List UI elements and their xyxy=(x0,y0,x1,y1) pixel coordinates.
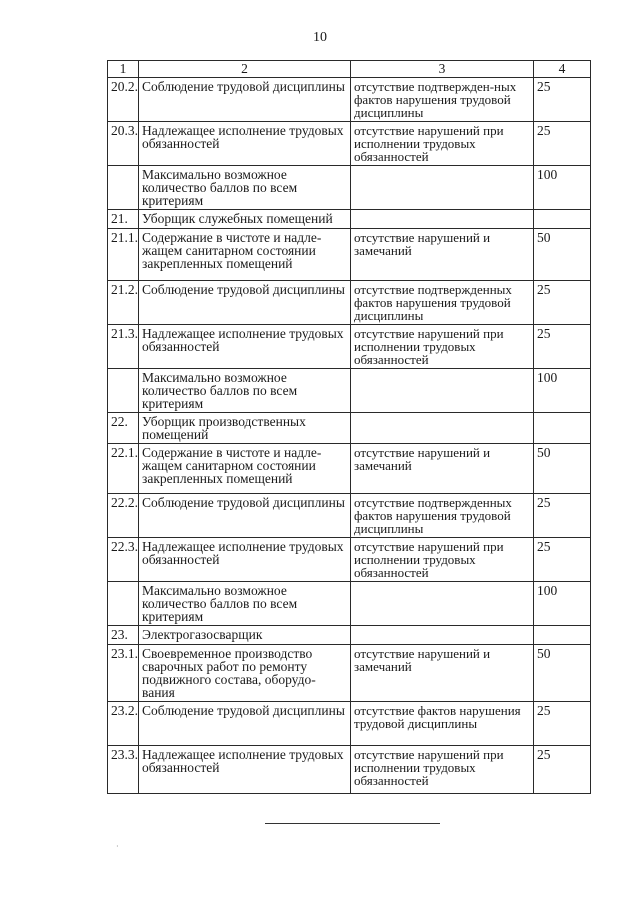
row-number-cell xyxy=(108,582,139,626)
row-number-cell: 21.2. xyxy=(108,281,139,325)
row-name-cell: Соблюдение трудовой дисциплины xyxy=(139,702,351,746)
row-name-cell: Содержание в чистоте и надле-жащем санитарном состоянии закрепленных помещений xyxy=(139,444,351,494)
row-name-cell: Максимально возможное количество баллов по всем критериям xyxy=(139,166,351,210)
row-points-cell: 50 xyxy=(534,645,591,702)
table-row xyxy=(108,229,591,281)
row-criterion-cell: отсутствие подтвержденных фактов нарушения трудовой дисциплины xyxy=(351,281,534,325)
table-row xyxy=(108,325,591,369)
row-criterion-cell xyxy=(351,166,534,210)
row-points-cell: 25 xyxy=(534,494,591,538)
row-number-cell: 21.1. xyxy=(108,229,139,281)
row-number-cell: 22. xyxy=(108,413,139,444)
row-points-cell xyxy=(534,210,591,229)
scan-speck: · xyxy=(116,842,119,851)
row-number-cell: 23. xyxy=(108,626,139,645)
row-points-cell: 25 xyxy=(534,122,591,166)
row-name-cell: Уборщик производственных помещений xyxy=(139,413,351,444)
row-points-cell: 25 xyxy=(534,281,591,325)
table-row xyxy=(108,210,591,229)
row-name-cell: Максимально возможное количество баллов по всем критериям xyxy=(139,369,351,413)
row-criterion-cell xyxy=(351,413,534,444)
column-header: 4 xyxy=(534,61,591,78)
table-row xyxy=(108,78,591,122)
table-header-row xyxy=(108,61,591,78)
row-criterion-cell xyxy=(351,626,534,645)
criteria-table xyxy=(107,60,591,794)
table-row xyxy=(108,166,591,210)
row-number-cell: 21. xyxy=(108,210,139,229)
row-number-cell: 23.3. xyxy=(108,746,139,794)
row-points-cell: 25 xyxy=(534,746,591,794)
row-points-cell: 25 xyxy=(534,538,591,582)
row-points-cell: 50 xyxy=(534,229,591,281)
row-criterion-cell: отсутствие нарушений при исполнении трудовых обязанностей xyxy=(351,122,534,166)
row-number-cell: 22.1. xyxy=(108,444,139,494)
row-criterion-cell xyxy=(351,582,534,626)
row-name-cell: Надлежащее исполнение трудовых обязанностей xyxy=(139,746,351,794)
table-row xyxy=(108,444,591,494)
table-row xyxy=(108,626,591,645)
row-criterion-cell xyxy=(351,369,534,413)
row-number-cell xyxy=(108,369,139,413)
row-name-cell: Соблюдение трудовой дисциплины xyxy=(139,494,351,538)
row-name-cell: Максимально возможное количество баллов по всем критериям xyxy=(139,582,351,626)
row-name-cell: Надлежащее исполнение трудовых обязанностей xyxy=(139,325,351,369)
row-points-cell: 100 xyxy=(534,369,591,413)
row-points-cell: 50 xyxy=(534,444,591,494)
row-number-cell xyxy=(108,166,139,210)
page-number: 10 xyxy=(313,30,327,45)
table-row xyxy=(108,702,591,746)
row-points-cell: 25 xyxy=(534,325,591,369)
row-number-cell: 23.2. xyxy=(108,702,139,746)
column-header: 1 xyxy=(108,61,139,78)
row-points-cell: 25 xyxy=(534,78,591,122)
table-row xyxy=(108,494,591,538)
row-points-cell xyxy=(534,413,591,444)
end-divider xyxy=(265,823,440,824)
table-row xyxy=(108,122,591,166)
row-criterion-cell: отсутствие нарушений и замечаний xyxy=(351,444,534,494)
row-criterion-cell: отсутствие нарушений при исполнении трудовых обязанностей xyxy=(351,538,534,582)
row-points-cell: 100 xyxy=(534,166,591,210)
column-header: 2 xyxy=(139,61,351,78)
row-number-cell: 21.3. xyxy=(108,325,139,369)
row-number-cell: 23.1. xyxy=(108,645,139,702)
row-points-cell: 25 xyxy=(534,702,591,746)
row-name-cell: Надлежащее исполнение трудовых обязанностей xyxy=(139,538,351,582)
row-name-cell: Соблюдение трудовой дисциплины xyxy=(139,281,351,325)
table-row xyxy=(108,746,591,794)
table-row xyxy=(108,538,591,582)
row-name-cell: Уборщик служебных помещений xyxy=(139,210,351,229)
row-number-cell: 20.3. xyxy=(108,122,139,166)
row-points-cell: 100 xyxy=(534,582,591,626)
table-row xyxy=(108,281,591,325)
row-points-cell xyxy=(534,626,591,645)
row-number-cell: 22.3. xyxy=(108,538,139,582)
row-criterion-cell: отсутствие нарушений и замечаний xyxy=(351,645,534,702)
row-name-cell: Своевременное производство сварочных работ по ремонту подвижного состава, оборудо-вания xyxy=(139,645,351,702)
row-number-cell: 20.2. xyxy=(108,78,139,122)
table-row xyxy=(108,582,591,626)
row-criterion-cell: отсутствие фактов нарушения трудовой дисциплины xyxy=(351,702,534,746)
row-criterion-cell: отсутствие нарушений при исполнении трудовых обязанностей xyxy=(351,746,534,794)
table-row xyxy=(108,369,591,413)
row-criterion-cell: отсутствие нарушений при исполнении трудовых обязанностей xyxy=(351,325,534,369)
table-row xyxy=(108,645,591,702)
row-name-cell: Электрогазосварщик xyxy=(139,626,351,645)
column-header: 3 xyxy=(351,61,534,78)
row-number-cell: 22.2. xyxy=(108,494,139,538)
row-criterion-cell: отсутствие подтвержденных фактов нарушения трудовой дисциплины xyxy=(351,494,534,538)
row-criterion-cell: отсутствие нарушений и замечаний xyxy=(351,229,534,281)
row-criterion-cell xyxy=(351,210,534,229)
row-criterion-cell: отсутствие подтвержден-ных фактов нарушения трудовой дисциплины xyxy=(351,78,534,122)
row-name-cell: Содержание в чистоте и надле-жащем санитарном состоянии закрепленных помещений xyxy=(139,229,351,281)
row-name-cell: Надлежащее исполнение трудовых обязанностей xyxy=(139,122,351,166)
table-row xyxy=(108,413,591,444)
row-name-cell: Соблюдение трудовой дисциплины xyxy=(139,78,351,122)
